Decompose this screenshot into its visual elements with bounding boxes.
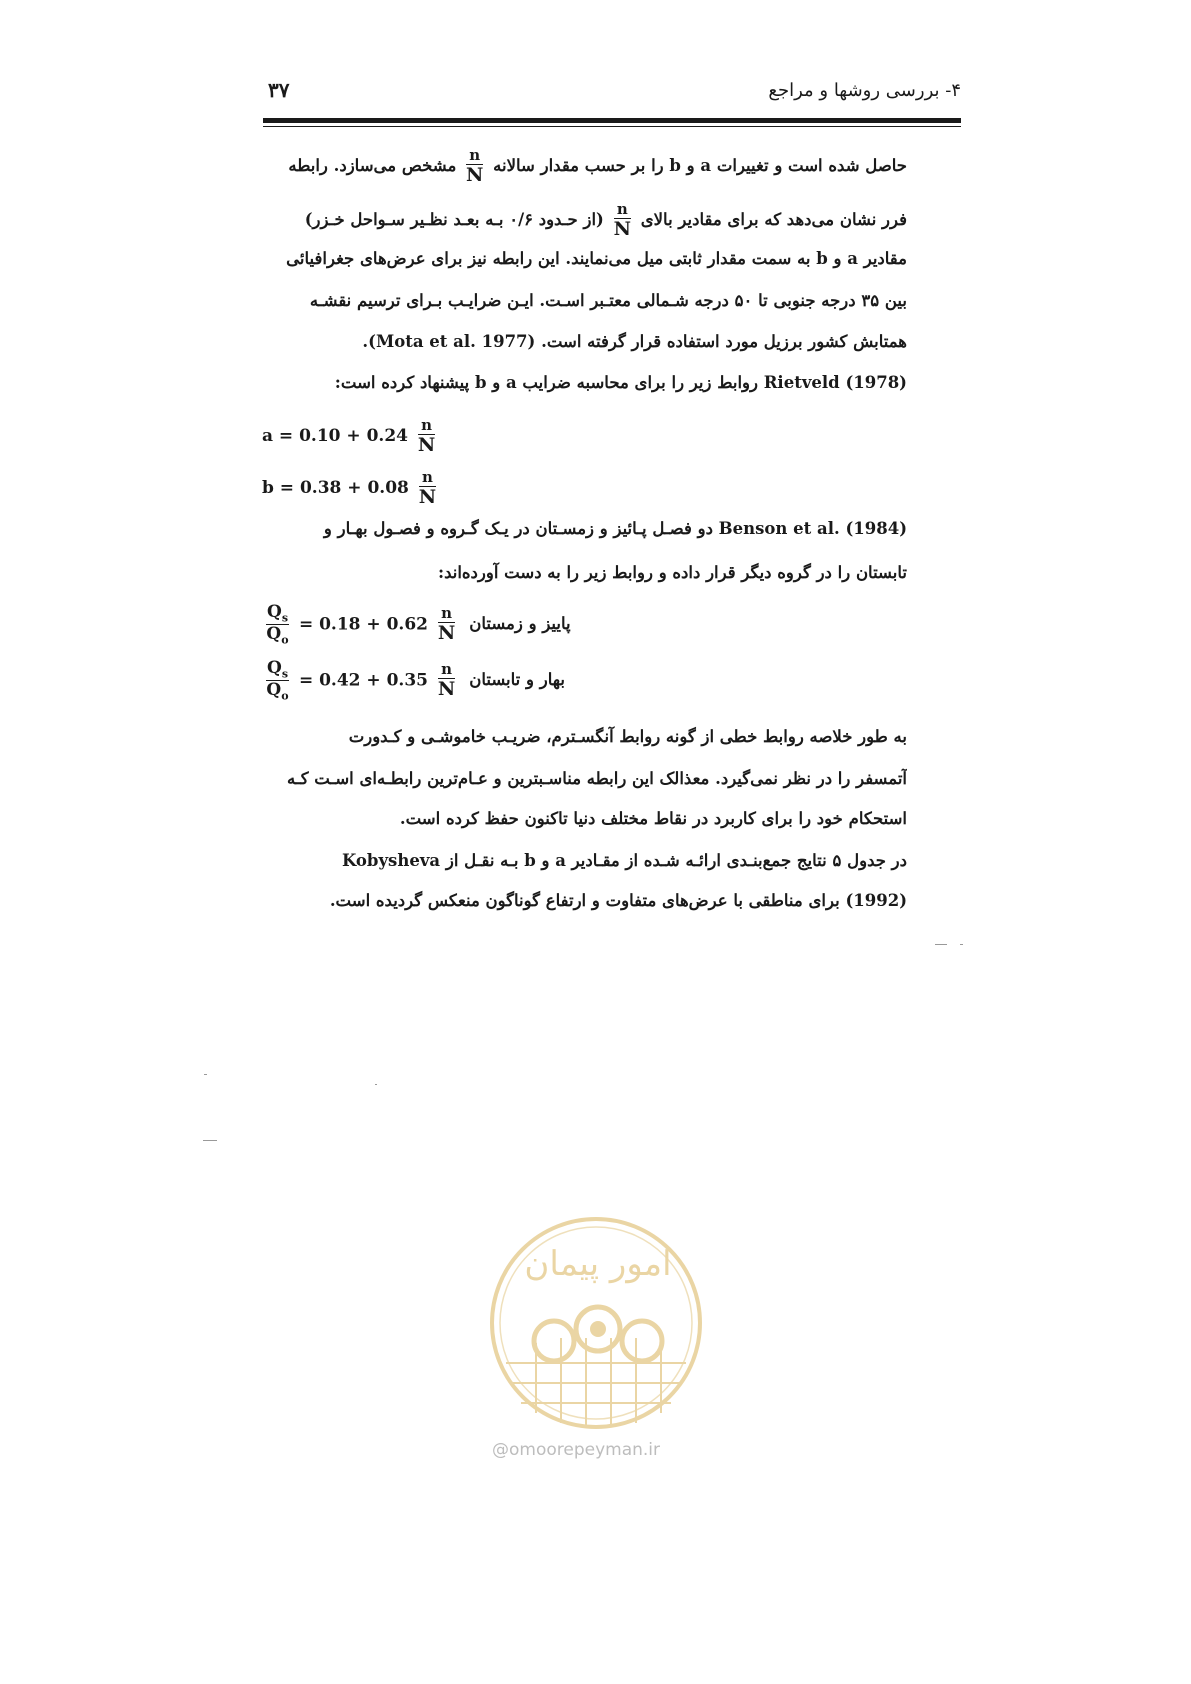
body-text: حاصل شده است و تغییرات a و b را بر حسب مقدار سالانه — [493, 156, 907, 175]
scan-speck — [935, 944, 947, 945]
body-line: همتابش کشور برزیل مورد استفاده قرار گرفته است. (Mota et al. 1977). — [362, 332, 907, 351]
body-text: (از حـدود ۰/۶ بـه بعـد نظـیر سـواحل خـزر) — [304, 210, 604, 229]
body-line: تابستان را در گروه دیگر قرار داده و روابط زیر را به دست آورده‌اند: — [437, 563, 907, 582]
watermark-logo-text: امور پیمان — [524, 1244, 672, 1284]
body-line: (1992) برای مناطقی با عرض‌های متفاوت و ارتفاع گوناگون منعکس گردیده است. — [329, 891, 907, 910]
scan-speck — [375, 1084, 377, 1085]
body-line: Benson et al. (1984) دو فصـل پـائیز و زمسـتان در یـک گـروه و فصـول بهـار و — [323, 519, 907, 538]
fraction-n-over-N: $\frac{n}{N}$ — [613, 202, 631, 239]
running-head: ۴- بررسی روشها و مراجع — [768, 80, 961, 101]
watermark-url: @omoorepeyman.ir — [492, 1440, 661, 1460]
body-line: آتمسفر را در نظر نمی‌گیرد. معذالک این رابطه مناسـبترین و عـام‌ترین رابطـه‌ای اسـت کـه — [287, 769, 907, 788]
scan-speck — [203, 1140, 217, 1141]
page-number: ۳۷ — [268, 78, 290, 102]
header-rule-thick — [263, 118, 961, 123]
body-line: استحکام خود را برای کاربرد در نقاط مختلف دنیا تاکنون حفظ کرده است. — [399, 809, 907, 828]
body-line — [258, 202, 907, 239]
body-line: در جدول ۵ نتایج جمع‌بنـدی ارائـه شـده از مقـادیر a و b بـه نقـل از Kobysheva — [341, 851, 907, 870]
body-line: Rietveld (1978) روابط زیر را برای محاسبه ضرایب a و b پیشنهاد کرده است: — [334, 373, 907, 392]
scan-speck — [204, 1074, 207, 1075]
season-label: بهار و تابستان — [469, 670, 565, 690]
body-line — [258, 148, 907, 185]
fraction-n-over-N: $\frac{n}{N}$ — [417, 416, 436, 456]
body-line: مقادیر a و b به سمت مقدار ثابتی میل می‌نمایند. این رابطه نیز برای عرض‌های جغرافیائی — [286, 249, 907, 268]
equation-b: b = 0.38 + 0.08 $\frac{n}{N}$ — [262, 468, 437, 508]
fraction-n-over-N: $\frac{n}{N}$ — [437, 660, 456, 701]
header-rule-thin — [263, 126, 961, 127]
season-label: پاییز و زمستان — [469, 614, 571, 634]
watermark-seal-logo — [486, 1213, 706, 1433]
body-line: به طور خلاصه روابط خطی از گونه روابط آنگسـترم، ضریـب خاموشـی و کـدورت — [348, 727, 907, 746]
fraction-n-over-N: $\frac{n}{N}$ — [418, 468, 437, 508]
equation-spring-summer: $\frac{Q_s}{Q_o}$ = 0.42 + 0.35 $\frac{n}{N}$ بهار و تابستان — [266, 658, 565, 703]
fraction-Qs-over-Qo: $\frac{Q_s}{Q_o}$ — [266, 602, 289, 647]
fraction-n-over-N: $\frac{n}{N}$ — [466, 148, 484, 185]
body-text: فرر نشان می‌دهد که برای مقادیر بالای — [640, 210, 907, 229]
equation-a: a = 0.10 + 0.24 $\frac{n}{N}$ — [262, 416, 436, 456]
fraction-Qs-over-Qo: $\frac{Q_s}{Q_o}$ — [266, 658, 289, 703]
equation-autumn-winter: $\frac{Q_s}{Q_o}$ = 0.18 + 0.62 $\frac{n}{N}$ پاییز و زمستان — [266, 602, 571, 647]
fraction-n-over-N: $\frac{n}{N}$ — [437, 604, 456, 645]
body-line: بین ۳۵ درجه جنوبی تا ۵۰ درجه شـمالی معتـبر اسـت. ایـن ضرایـب بـرای ترسیم نقشـه — [309, 291, 907, 310]
body-text: مشخص می‌سازد. رابطه — [288, 156, 457, 175]
scan-speck — [960, 944, 963, 945]
